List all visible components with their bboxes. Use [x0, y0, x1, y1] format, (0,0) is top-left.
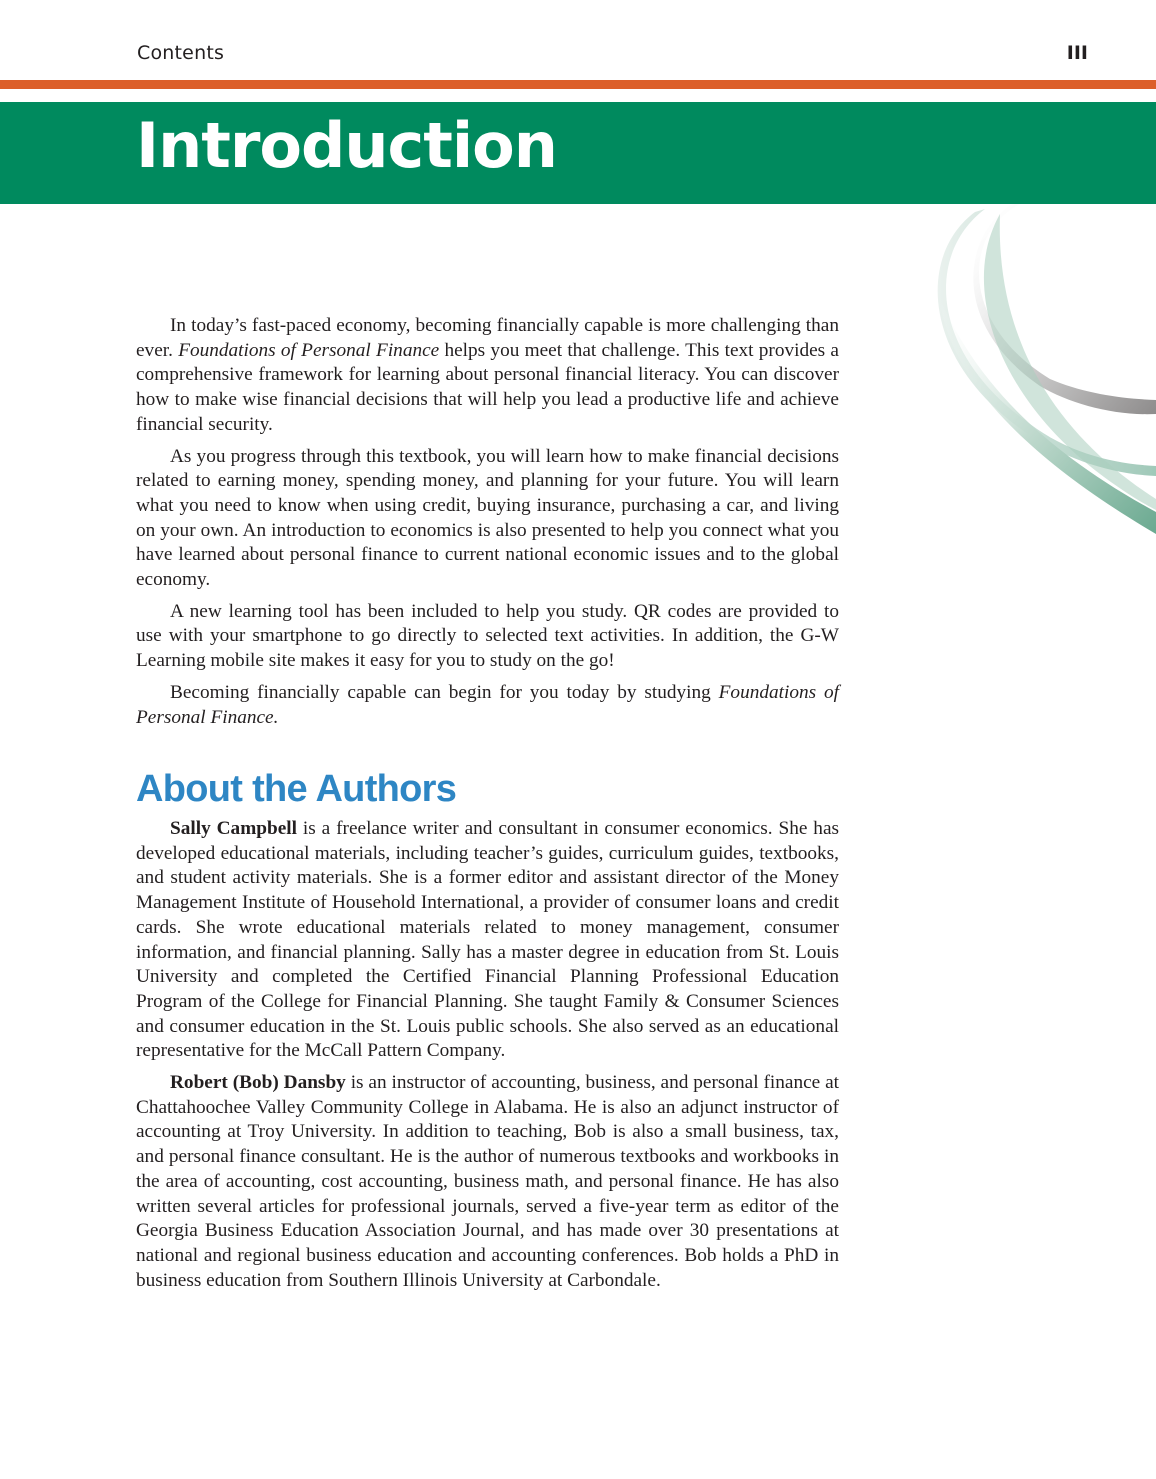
- author-bio-text: is an instructor of accounting, business, and personal finance at Chattahoochee Valley Community College in Alabama. He is also an adjunct instructor of accounting at Troy University. In addition to teaching, Bob is also a small business, tax, and personal finance consultant. He is the author of numerous textbooks and workbooks in the area of accounting, cost accounting, business math, and personal finance. He has also written several articles for professional journals, served a five-year term as editor of the Georgia Business Education Association Journal, and has made over 30 presentations at national and regional business education and accounting conferences. Bob holds a PhD in business education from Southern Illinois University at Carbondale.: [136, 1072, 840, 1291]
- intro-paragraph-1: [136, 314, 839, 438]
- intro-paragraph-4: [136, 681, 839, 730]
- about-authors-section: [136, 765, 839, 1293]
- author-name: Robert (Bob) Dansby: [170, 1072, 346, 1094]
- running-head: Contents: [137, 42, 225, 64]
- header-rule: [0, 80, 1156, 89]
- intro-paragraph-2: As you progress through this textbook, you will learn how to make financial decisions related to earning money, spending money, and planning for your future. You will learn what you need to know when using credit, buying insurance, purchasing a car, and living on your own. An introduction to economics is also presented to help you connect what you have learned about personal finance to current national economic issues and to the global economy.: [136, 445, 839, 591]
- author-name: Sally Campbell: [170, 818, 297, 839]
- author-bio-campbell: [136, 817, 839, 1064]
- page-number: III: [1066, 42, 1088, 64]
- intro-p1-end: helps you meet that challenge. This text provides a comprehensive framework for learning about personal financial literacy. You can discover how to make wise financial decisions that will help you lead a productive life and achieve financial security.: [136, 339, 839, 435]
- intro-p4-start: Becoming financially capable can begin for you today by studying: [170, 681, 719, 703]
- section-heading: About the Authors: [136, 768, 457, 810]
- book-title: Foundations of Personal Finance.: [136, 681, 839, 728]
- book-title: Foundations of Personal Finance: [178, 339, 440, 361]
- title-band: [0, 102, 1156, 204]
- page-title: Introduction: [136, 109, 557, 182]
- green-arc-outer: [938, 209, 1156, 476]
- author-bio-dansby: [136, 1071, 839, 1293]
- introduction-text: [136, 314, 839, 730]
- author-bio-text: is a freelance writer and consultant in consumer economics. She has developed educational materials, including teacher’s guides, curriculum guides, textbooks, and student activity materials. She is a former editor and assistant director of the Money Management Institute of Household International, a provider of consumer loans and credit cards. She wrote educational materials related to money management, consumer information, and financial planning. Sally has a master degree in education from St. Louis University and completed the Certified Financial Planning Professional Education Program of the College for Financial Planning. She taught Family & Consumer Sciences and consumer education in the St. Louis public schools. She also served as an educational representative for the McCall Pattern Company.: [136, 818, 839, 1062]
- intro-paragraph-3: A new learning tool has been included to help you study. QR codes are provided to use with your smartphone to go directly to selected text activities. In addition, the G-W Learning mobile site makes it easy for you to study on the go!: [136, 600, 839, 672]
- swoosh-arcs-graphic: [900, 204, 1156, 544]
- intro-p1-start: In today’s fast-paced economy, becoming financially capable is more challenging than ever.: [136, 315, 839, 361]
